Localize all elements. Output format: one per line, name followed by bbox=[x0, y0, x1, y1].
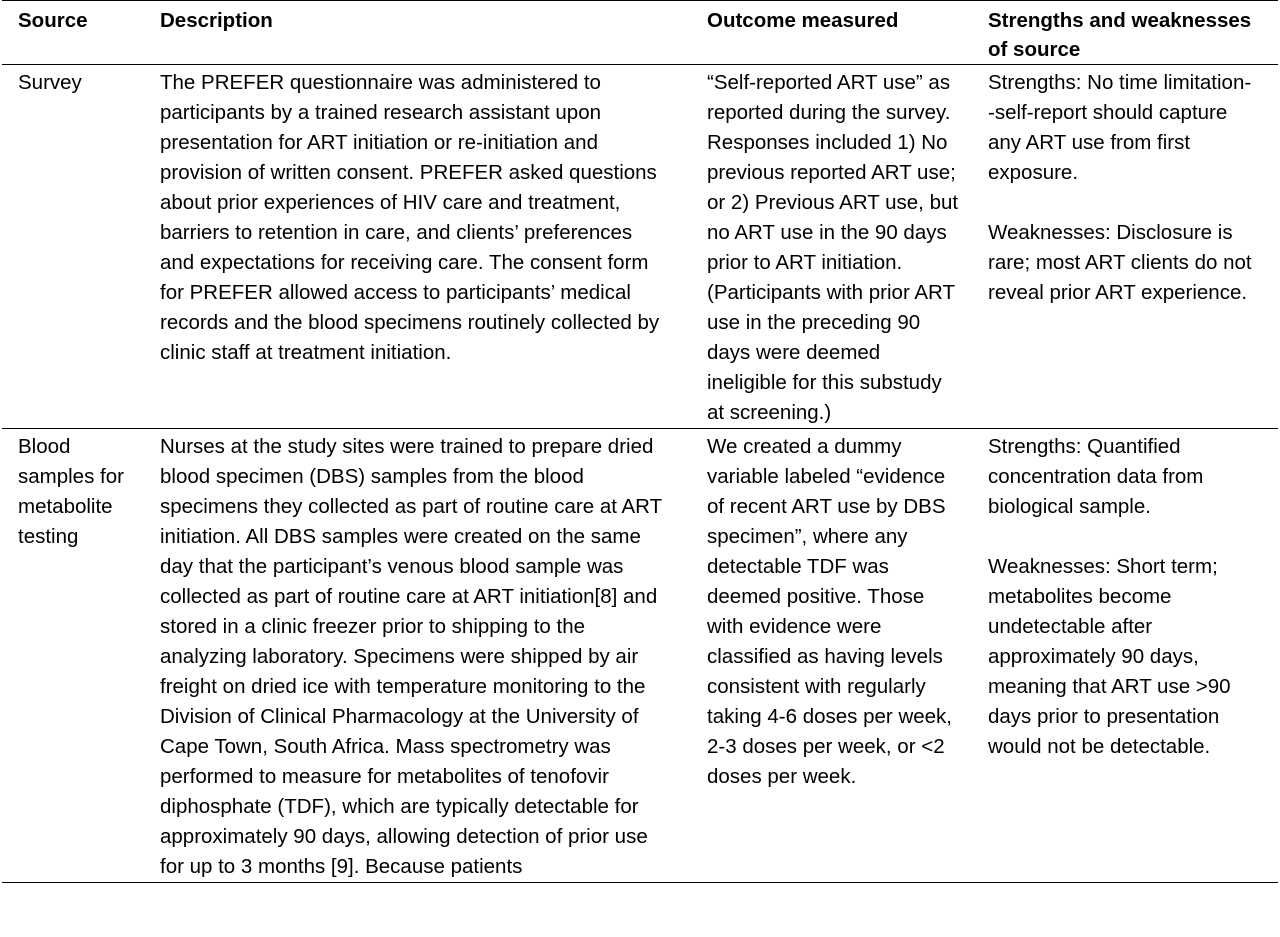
description-text: Nurses at the study sites were trained to prepare dried blood specimen (DBS) samples from the blood specimens they collected as part of routine care at ART initiation. All DBS samples were created on the same day that the participant’s venous blood sample was collected as part of routine care at ART initiation[8] and stored in a clinic freezer prior to shipping to the analyzing laboratory. Specimens were shipped by air freight on dried ice with temperature monitoring to the Division of Clinical Pharmacology at the University of Cape Town, South Africa. Mass spectrometry was performed to measure for metabolites of tenofovir diphosphate (TDF), which are typically detectable for approximately 90 days, allowing detection of prior use for up to 3 months [9]. Because patients bbox=[160, 435, 662, 878]
table-row bbox=[2, 429, 1278, 883]
outcome-text: We created a dummy variable labeled “evidence of recent ART use by DBS specimen”, where any detectable TDF was deemed positive. Those with evidence were classified as having levels consistent with regularly taking 4-6 doses per week, 2-3 doses per week, or <2 doses per week. bbox=[707, 435, 952, 788]
source-label: Survey bbox=[18, 71, 82, 94]
header-source: Source bbox=[18, 9, 88, 32]
cell-outcome bbox=[705, 65, 986, 429]
header-description: Description bbox=[160, 9, 273, 32]
header-row bbox=[2, 1, 1278, 65]
header-strengths-weaknesses: Strengths and weaknesses of source bbox=[988, 9, 1252, 61]
description-text: The PREFER questionnaire was administered to participants by a trained research assistant upon presentation for ART initiation or re-initiation and provision of written consent. PREFER asked questions about prior experiences of HIV care and treatment, barriers to retention in care, and clients’ preferences and expectations for receiving care. The consent form for PREFER allowed access to participants’ medical records and the blood specimens routinely collected by clinic staff at treatment initiation. bbox=[160, 71, 660, 364]
cell-source bbox=[2, 65, 158, 429]
cell-strengths-weaknesses bbox=[986, 429, 1278, 883]
sources-table bbox=[2, 0, 1278, 883]
strengths-text: Strengths: No time limitation--self-report should capture any ART use from first exposure. bbox=[988, 71, 1252, 184]
table-row bbox=[2, 65, 1278, 429]
header-outcome: Outcome measured bbox=[707, 9, 899, 32]
cell-description bbox=[158, 65, 705, 429]
cell-strengths-weaknesses bbox=[986, 65, 1278, 429]
strengths-text: Strengths: Quantified concentration data from biological sample. bbox=[988, 435, 1204, 518]
cell-description bbox=[158, 429, 705, 883]
weaknesses-text: Weaknesses: Short term; metabolites become undetectable after approximately 90 days, meaning that ART use >90 days prior to presentation would not be detectable. bbox=[988, 555, 1231, 758]
outcome-text: “Self-reported ART use” as reported during the survey. Responses included 1) No previous reported ART use; or 2) Previous ART use, but no ART use in the 90 days prior to ART initiation. (Participants with prior ART use in the preceding 90 days were deemed ineligible for this substudy at screening.) bbox=[707, 71, 959, 424]
cell-outcome bbox=[705, 429, 986, 883]
source-label: Blood samples for metabolite testing bbox=[18, 435, 124, 548]
weaknesses-text: Weaknesses: Disclosure is rare; most ART clients do not reveal prior ART experience. bbox=[988, 221, 1252, 304]
cell-source bbox=[2, 429, 158, 883]
